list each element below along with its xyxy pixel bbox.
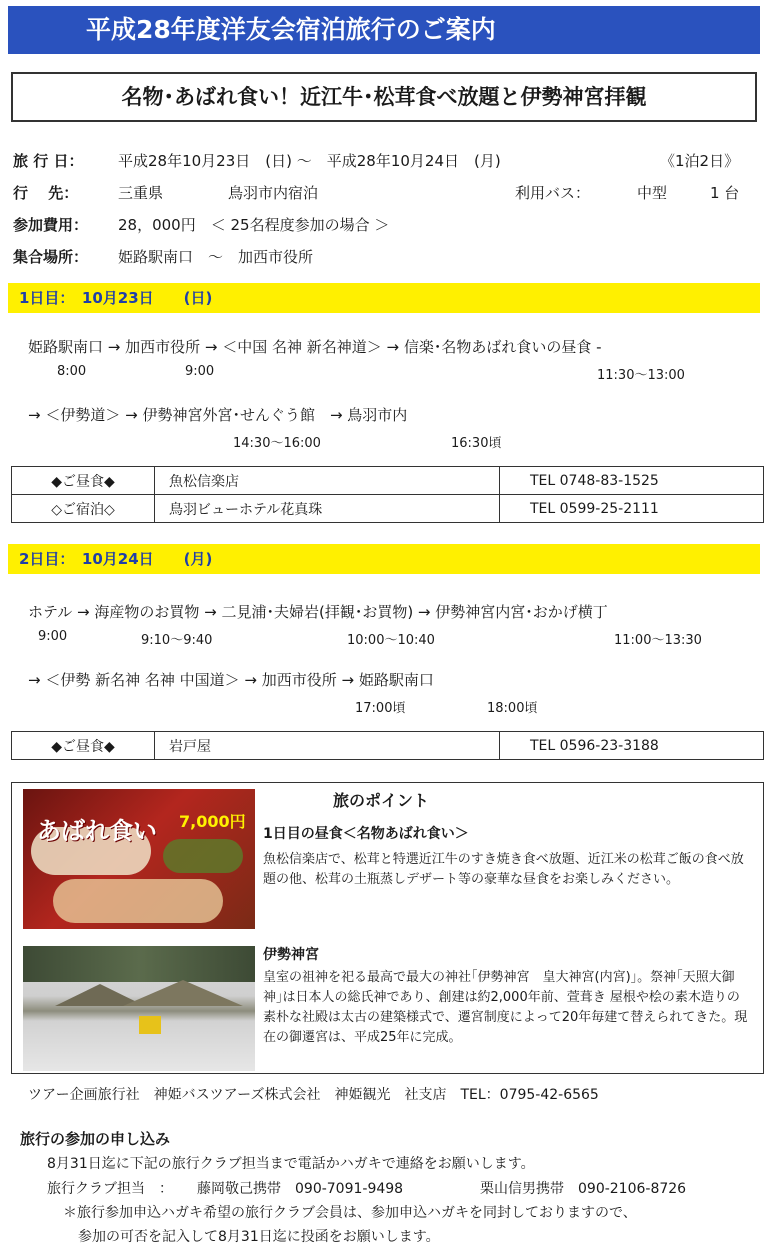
subtitle-box [11, 72, 757, 122]
abare-gui-photo [23, 789, 255, 929]
day2-bar [8, 544, 760, 574]
ise-point-body: 皇室の祖神を祀る最高で最大の神社｢伊勢神宮 皇大神宮(内宮)｣。祭神｢天照大御神｣は日本人の総氏神であり、創建は約2,000年前、萱葺き 屋根や桧の素木造りの素朴な社殿は太古の建築様式で、遷宮制度によって20年毎建て替えられてきた。現在の御遷宮は、平成25年に完成。 [263, 970, 748, 1045]
fee-value: 28，000円 ＜ 25名程度参加の場合 ＞ [118, 216, 390, 234]
meeting-label: 集合場所： [13, 248, 89, 266]
destination-place: 鳥羽市内宿泊 [228, 184, 319, 202]
page-title: 平成28年度洋友会宿泊旅行のご案内 [86, 15, 496, 44]
day1-stay-row [12, 495, 764, 523]
day2-lunch-place: 岩戸屋 [155, 732, 500, 760]
date-label: 旅 行 日： [13, 152, 84, 170]
points-heading: 旅のポイント [333, 791, 430, 810]
day2-time-4: 11:00～13:30 [614, 633, 702, 648]
page-subtitle: 名物･あばれ食い！近江牛･松茸食べ放題と伊勢神宮拝観 [121, 85, 647, 109]
day1-heading: 1日目： 10月23日 (日) [19, 289, 213, 307]
day1-stay-place: 鳥羽ビューホテル花真珠 [155, 495, 500, 523]
day2-time-1: 9:00 [38, 629, 68, 644]
fee-label: 参加費用： [13, 216, 89, 234]
day1-lunch-place: 魚松信楽店 [155, 467, 500, 495]
bus-count: 1 台 [710, 184, 740, 202]
day1-lunch-row [12, 467, 764, 495]
note-line2: 参加の可否を記入して8月31日迄に投函をお願いします。 [78, 1229, 440, 1245]
date-value: 平成28年10月23日 (日) ～ 平成28年10月24日 (月) [118, 152, 501, 170]
day2-heading: 2日目： 10月24日 (月) [19, 550, 213, 568]
day2-time-6: 18:00頃 [487, 701, 538, 716]
duration: 《1泊2日》 [660, 152, 740, 170]
contact-label: 旅行クラブ担当 ： [47, 1181, 173, 1197]
day1-route-line1: 姫路駅南口 → 加西市役所 → ＜中国 名神 新名神道＞ → 信楽･名物あばれ食いの昼食 - [28, 338, 602, 356]
day2-route-line1: ホテル → 海産物のお買物 → 二見浦･夫婦岩(拝観･お買物) → 伊勢神宮内宮･おかげ横丁 [28, 603, 608, 621]
day2-meal-table [11, 731, 764, 760]
application-heading: 旅行の参加の申し込み [20, 1130, 171, 1148]
note-line1: ＊旅行参加申込ハガキ希望の旅行クラブ会員は、参加申込ハガキを同封しておりますので、 [63, 1205, 637, 1221]
photo-price: 7,000円 [179, 812, 246, 831]
day1-time-2: 9:00 [185, 364, 215, 379]
day1-stay-tel: TEL 0599-25-2111 [500, 495, 764, 523]
bus-label: 利用バス： [515, 184, 591, 202]
day1-time-4: 14:30～16:00 [233, 436, 321, 451]
day2-route-line2: → ＜伊勢 新名神 名神 中国道＞ → 加西市役所 → 姫路駅南口 [28, 671, 434, 689]
day2-time-5: 17:00頃 [355, 701, 406, 716]
contact-fujioka: 藤岡敬己携帯 090-7091-9498 [197, 1181, 404, 1197]
day2-time-2: 9:10～9:40 [141, 633, 213, 648]
day1-time-3: 11:30～13:00 [597, 368, 685, 383]
destination-pref: 三重県 [118, 184, 164, 202]
day1-lunch-label: ◆ご昼食◆ [12, 467, 155, 495]
day1-bar [8, 283, 760, 313]
destination-label: 行 先： [13, 184, 79, 202]
day1-lunch-tel: TEL 0748-83-1525 [500, 467, 764, 495]
day1-route-line2: → ＜伊勢道＞ → 伊勢神宮外宮･せんぐう館 → 鳥羽市内 [28, 406, 408, 424]
organizer-line: ツアー企画旅行社 神姫バスツアーズ株式会社 神姫観光 社支店 TEL：0795-42-6565 [28, 1087, 599, 1103]
lunch-point-body: 魚松信楽店で、松茸と特選近江牛のすき焼き食べ放題、近江米の松茸ご飯の食べ放題の他、松茸の土瓶蒸しデザート等の豪華な昼食をお楽しみください。 [263, 852, 744, 887]
day1-time-5: 16:30頃 [451, 436, 502, 451]
meeting-value: 姫路駅南口 ～ 加西市役所 [118, 248, 314, 266]
ise-point-title: 伊勢神宮 [263, 947, 319, 963]
photo-caption: あばれ食い [37, 817, 157, 845]
day2-lunch-tel: TEL 0596-23-3188 [500, 732, 764, 760]
day2-lunch-label: ◆ご昼食◆ [12, 732, 155, 760]
day1-time-1: 8:00 [57, 364, 87, 379]
title-banner [8, 6, 760, 54]
day2-time-3: 10:00～10:40 [347, 633, 435, 648]
bus-type: 中型 [637, 184, 668, 202]
day2-lunch-row [12, 732, 764, 760]
application-line: 8月31日迄に下記の旅行クラブ担当まで電話かハガキで連絡をお願いします。 [47, 1156, 535, 1172]
contact-kuriyama: 栗山信男携帯 090-2106-8726 [480, 1181, 687, 1197]
lunch-point-title: 1日目の昼食＜名物あばれ食い＞ [263, 826, 469, 842]
day1-stay-label: ◇ご宿泊◇ [12, 495, 155, 523]
day1-meal-table [11, 466, 764, 523]
ise-shrine-photo [23, 946, 255, 1071]
